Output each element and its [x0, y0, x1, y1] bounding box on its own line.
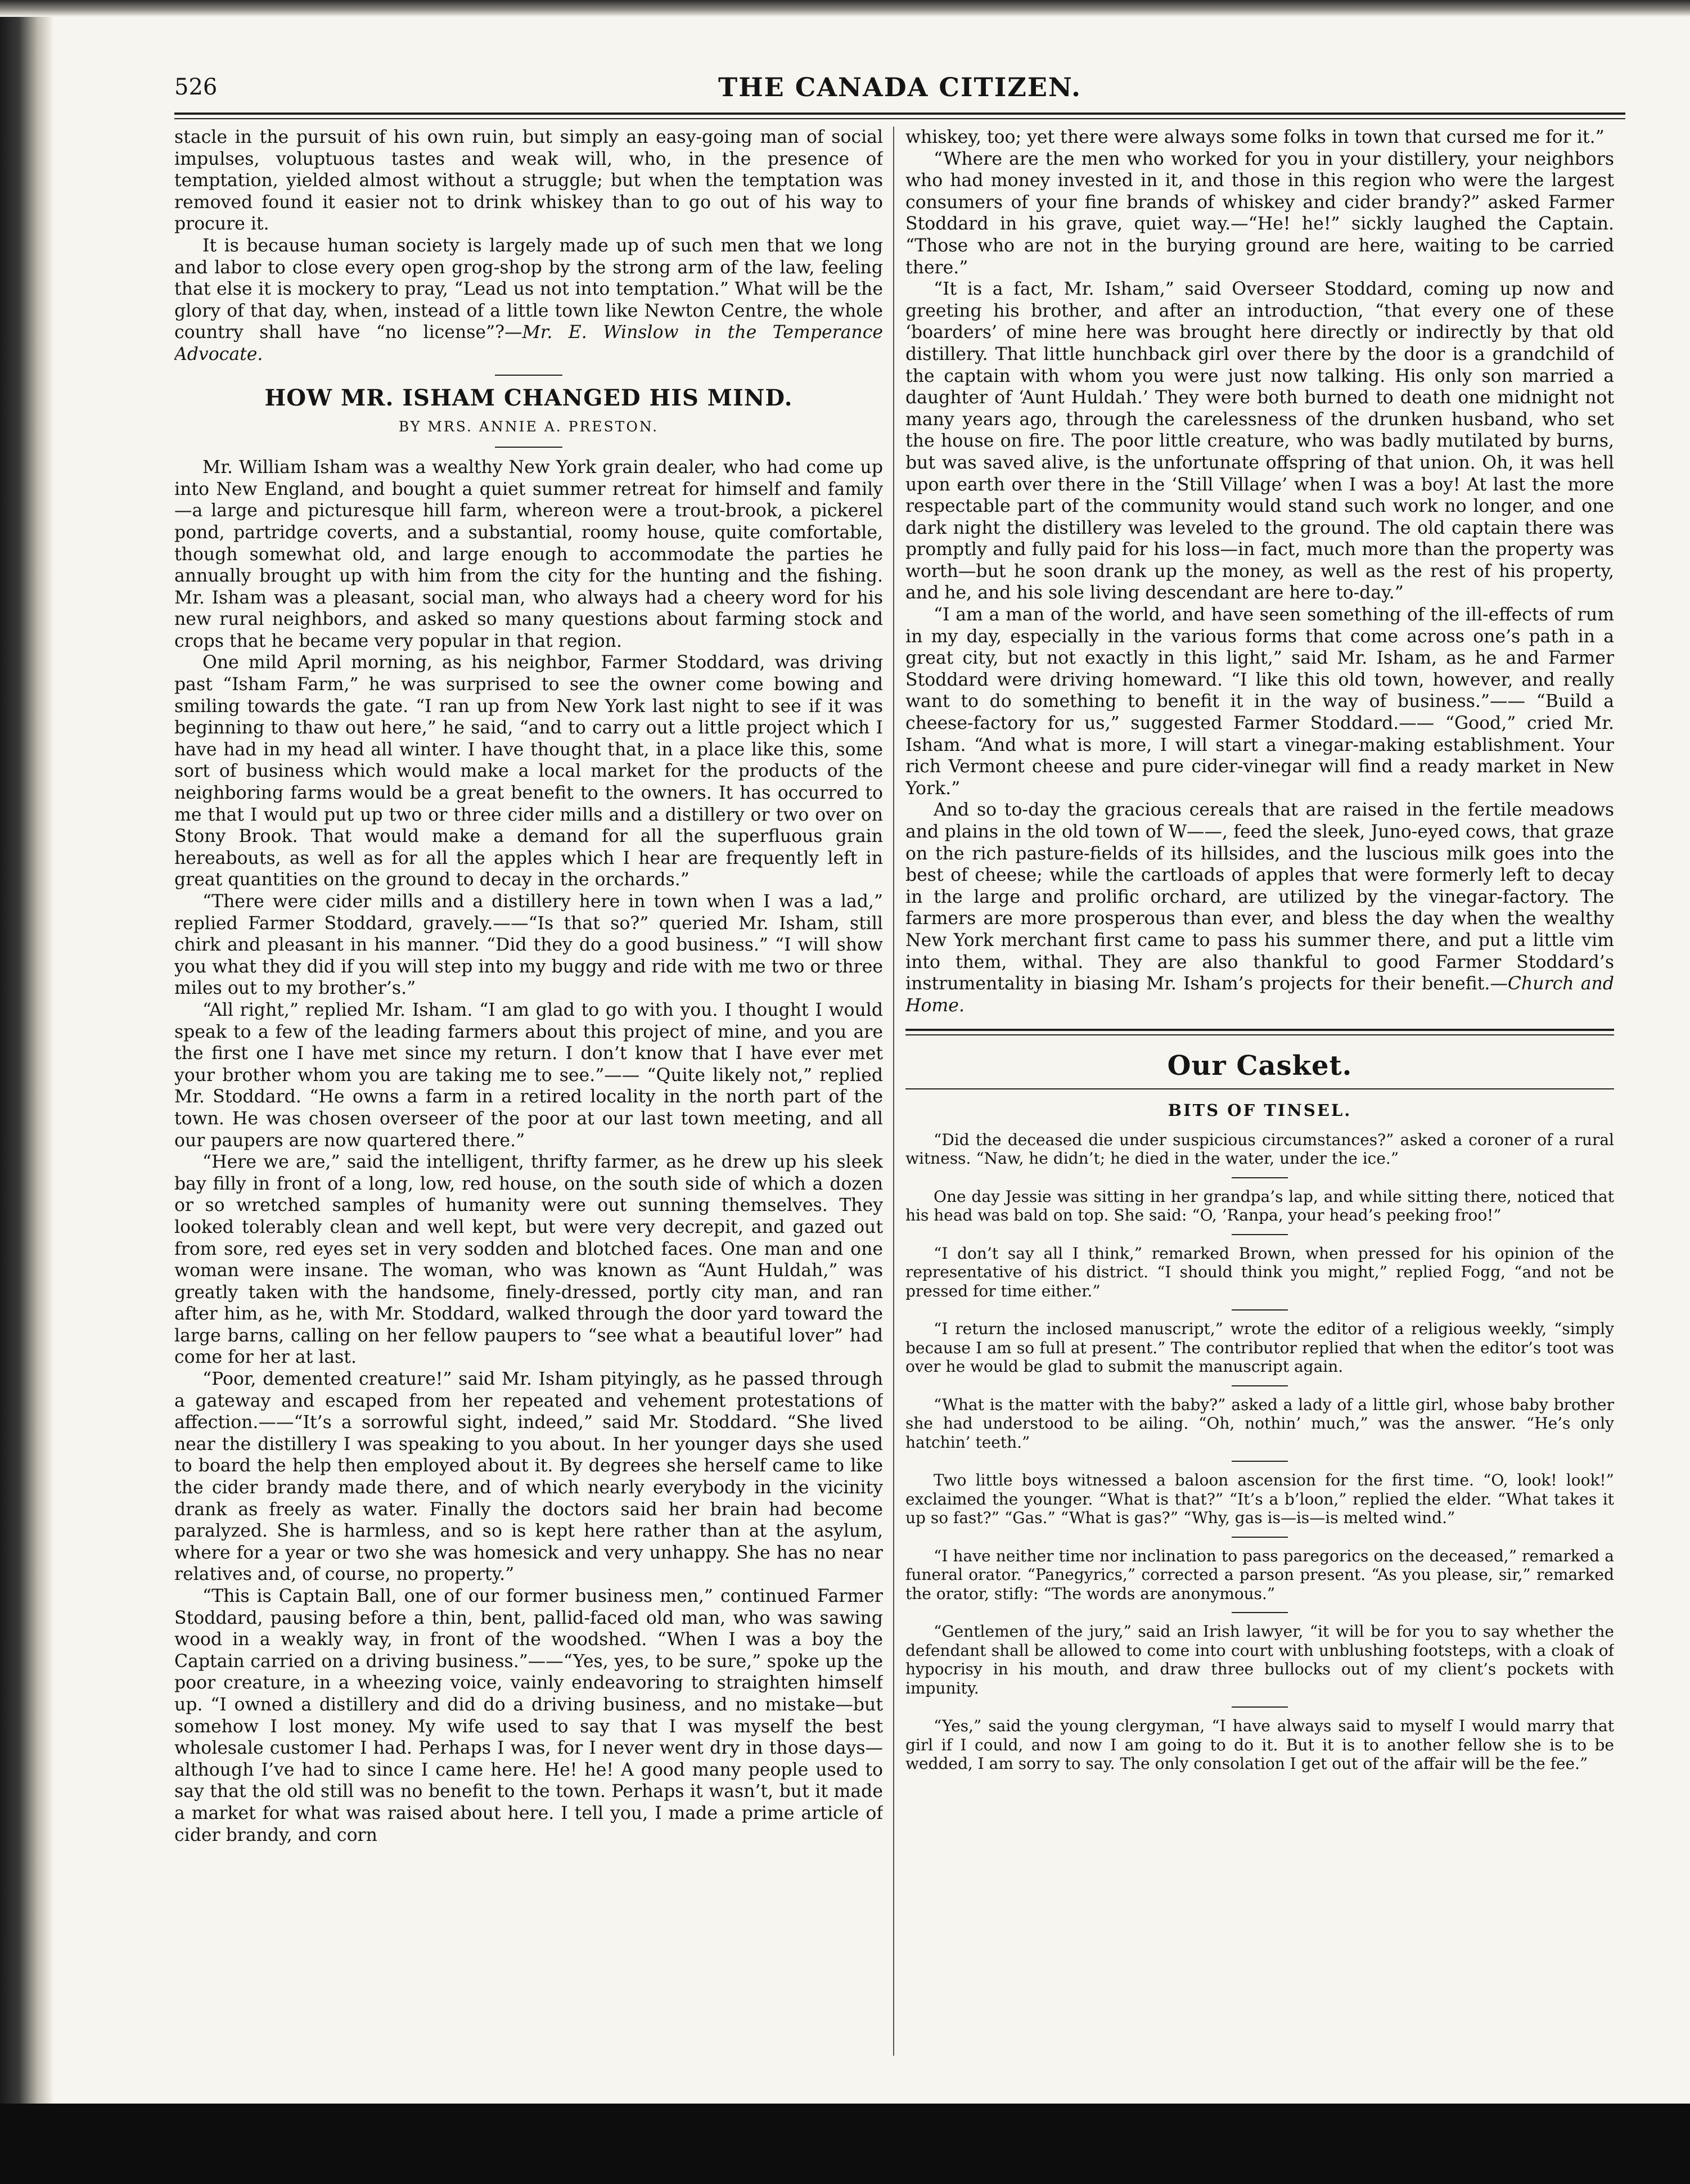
story-paragraph: “There were cider mills and a distillery here in town when I was a lad,” replied Farmer Stoddard, gravely.——“Is that so?” queried Mr. Isham, still chirk and pleasant in his manner. “Did they do a good business.” “I will show you what they did if you will step into my buggy and ride with me two or three miles out to my brother’s.”: [174, 891, 883, 999]
story-byline: BY MRS. ANNIE A. PRESTON.: [398, 418, 659, 435]
joke-divider: [1232, 1385, 1288, 1386]
story-title: HOW MR. ISHAM CHANGED HIS MIND.: [264, 384, 793, 411]
subsection-title: BITS OF TINSEL.: [1168, 1101, 1352, 1120]
joke-divider: [1232, 1234, 1288, 1235]
joke-item: Two little boys witnessed a baloon ascension for the first time. “O, look! look!” exclaimed the younger. “What is that?” “It’s a b’loon,” replied the elder. “What takes it up so fast?” “Gas.” “What is gas?” “Why, gas is—is—is melted wind.”: [905, 1471, 1614, 1528]
page-top-edge: [0, 0, 1690, 17]
joke-divider: [1232, 1706, 1288, 1708]
header-rule: [174, 112, 1625, 119]
page-header: [174, 67, 1625, 107]
joke-item: “What is the matter with the baby?” asked a lady of a little girl, whose baby brother she had understood to be ailing. “Oh, nothin’ much,” was the answer. “He’s only hatchin’ teeth.”: [905, 1395, 1614, 1452]
story-paragraph: “Where are the men who worked for you in your distillery, your neighbors who had money invested in it, and those in this region who were the largest consumers of your fine brands of whiskey and cider brandy?” asked Farmer Stoddard in his grave, quiet way.—“He! he!” sickly laughed the Captain. “Those who are not in the burying ground are here, waiting to be carried there.”: [905, 148, 1614, 278]
section-divider: [905, 1029, 1614, 1035]
page-binding-edge: [0, 0, 54, 2184]
page-bottom-edge: [0, 2104, 1690, 2184]
story-attribution: —Church and Home.: [905, 974, 1614, 1016]
divider: [495, 375, 562, 376]
joke-divider: [1232, 1177, 1288, 1178]
joke-item: “I don’t say all I think,” remarked Brown, when pressed for his opinion of the representative of his district. “I should think you might,” replied Fogg, “and not be pressed for time either.”: [905, 1244, 1614, 1300]
story-paragraph: “This is Captain Ball, one of our former business men,” continued Farmer Stoddard, pausing before a thin, bent, pallid-faced old man, who was sawing wood in a weakly way, in front of the woodshed. “When I was a boy the Captain carried on a driving business.”——“Yes, yes, to be sure,” spoke up the poor creature, in a wheezing voice, vainly endeavoring to straighten himself up. “I owned a distillery and did do a driving business, and no mistake—but somehow I lost money. My wife used to say that I was myself the best wholesale customer I had. Perhaps I was, for I never went dry in those days—although I’ve had to since I came here. He! he! A good many people used to say that the old still was no benefit to the town. Perhaps it wasn’t, but it made a market for what was raised about here. I tell you, I made a prime article of cider brandy, and corn: [174, 1586, 883, 1845]
joke-item: “Gentlemen of the jury,” said an Irish lawyer, “it will be for you to say whether the defendant shall be allowed to come into court with unblushing footsteps, with a cloak of hypocrisy in his mouth, and draw three bullocks out of my client’s pockets with impunity.: [905, 1622, 1614, 1697]
joke-divider: [1232, 1461, 1288, 1462]
story-paragraph: “Here we are,” said the intelligent, thrifty farmer, as he drew up his sleek bay filly in front of a long, low, red house, on the south side of which a dozen or so wretched samples of humanity were out sunning themselves. They looked tolerably clean and well kept, but were very decrepit, and gazed out from sore, red eyes set in very sodden and blotched faces. One man and one woman were insane. The woman, who was known as “Aunt Huldah,” was greatly taken with the handsome, finely-dressed, portly city man, and ran after him, as he, with Mr. Stoddard, walked through the door yard toward the large barns, calling on her fellow paupers to “see what a beautiful lover” had come for her at last.: [174, 1152, 883, 1368]
masthead: THE CANADA CITIZEN.: [718, 72, 1082, 102]
joke-divider: [1232, 1612, 1288, 1613]
right-column: [905, 127, 1614, 2061]
story-paragraph: Mr. William Isham was a wealthy New York grain dealer, who had come up into New England, and bought a quiet summer retreat for himself and family—a large and picturesque hill farm, whereon were a trout-brook, a pickerel pond, partridge coverts, and a substantial, roomy house, quite comfortable, though somewhat old, and large enough to accommodate the parties he annually brought up with him from the city for the hunting and the fishing. Mr. Isham was a pleasant, social man, who always had a cheery word for his new rural neighbors, and asked so many questions about farming stock and crops that he became very popular in that region.: [174, 457, 883, 651]
story-paragraph: “Poor, demented creature!” said Mr. Isham pityingly, as he passed through a gateway and escaped from her repeated and vehement protestations of affection.——“It’s a sorrowful sight, indeed,” said Mr. Stoddard. “She lived near the distillery I was speaking to you about. In her younger days she used to board the help then employed about it. By degrees she herself came to like the cider brandy made there, and of which nearly everybody in the vicinity drank as freely as water. Finally the doctors said her brain had become paralyzed. She is harmless, and so is kept here rather than at the asylum, where for a year or two she was homesick and very unhappy. She has no near relatives and, of course, no property.”: [174, 1369, 883, 1585]
article-text: It is because human society is largely made up of such men that we long and labor to close every open grog-shop by the strong arm of the law, feeling that else it is mockery to pray, “Lead us not into temptation.” What will be the glory of that day, when, instead of a little town like Newton Centre, the whole country shall have “no license”?: [174, 235, 883, 343]
story-paragraph: One mild April morning, as his neighbor, Farmer Stoddard, was driving past “Isham Farm,” he was surprised to see the owner come bowing and smiling towards the gate. “I ran up from New York last night to see if it was beginning to thaw out here,” he said, “and to carry out a little project which I have had in my head all winter. I have thought that, in a place like this, some sort of business which would make a local market for the products of the neighboring farms would be a great benefit to the owners. It has occurred to me that I would put up two or three cider mills and a distillery or two over on Stony Brook. That would make a demand for all the superfluous grain hereabouts, as well as for all the apples which I hear are frequently left in great quantities on the ground to decay in the orchards.”: [174, 652, 883, 890]
left-column: [174, 127, 883, 2061]
article-attribution: —Mr. E. Winslow in the Temperance Advocate.: [174, 322, 883, 364]
story-paragraph: whiskey, too; yet there were always some folks in town that cursed me for it.”: [905, 127, 1605, 147]
story-text: And so to-day the gracious cereals that are raised in the fertile meadows and plains in the old town of W——, feed the sleek, Juno-eyed cows, that graze on the rich pasture-fields of its hillsides, and the luscious milk goes into the best of cheese; while the cartloads of apples that were formerly left to decay in the large and prolific orchard, are utilized by the vinegar-factory. The farmers are more prosperous than ever, and bless the day when the wealthy New York merchant first came to pass his summer there, and put a little vim into them, withal. They are also thankful to good Farmer Stoddard’s instrumentality in biasing Mr. Isham’s projects for their benefit.: [905, 800, 1614, 994]
story-paragraph: “All right,” replied Mr. Isham. “I am glad to go with you. I thought I would speak to a few of the leading farmers about this project of mine, and you are the first one I have met since my return. I don’t know that I have ever met your brother whom you are taking me to see.”—— “Quite likely not,” replied Mr. Stoddard. “He owns a farm in a retired locality in the north part of the town. He was chosen overseer of the poor at our last town meeting, and all our paupers are now quartered there.”: [174, 999, 883, 1151]
article-paragraph: [174, 235, 883, 366]
story-paragraph: “I am a man of the world, and have seen something of the ill-effects of rum in my day, especially in the various forms that come across one’s path in a great city, but not exactly in this light,” said Mr. Isham, as he and Farmer Stoddard were driving homeward. “I like this old town, however, and really want to do something to benefit it in the way of business.”—— “Build a cheese-factory for us,” suggested Farmer Stoddard.—— “Good,” cried Mr. Isham. “And what is more, I will start a vinegar-making establishment. Your rich Vermont cheese and pure cider-vinegar will find a ready market in New York.”: [905, 605, 1614, 799]
divider: [495, 447, 562, 448]
joke-divider: [1232, 1309, 1288, 1311]
story-paragraph: “It is a fact, Mr. Isham,” said Overseer Stoddard, coming up now and greeting his brother, and after an introduction, “that every one of these ‘boarders’ of mine here was brought here directly or indirectly by that old distillery. That little hunchback girl over there by the door is a grandchild of the captain with whom you were just now talking. His only son married a daughter of ‘Aunt Huldah.’ They were both burned to death one midnight not many years ago, through the carelessness of the drunken husband, who set the house on fire. The poor little creature, who was badly mutilated by burns, but was saved alive, is the unfortunate offspring of that union. Oh, it was hell upon earth over there in the ‘Still Village’ when I was a boy! At last the more respectable part of the community would stand such work no longer, and one dark night the distillery was leveled to the ground. The old captain there was promptly and fully paid for his loss—in fact, much more than the property was worth—but he soon drank up the money, as well as the rest of his property, and he, and his sole living descendant are here to-day.”: [905, 279, 1614, 604]
story-paragraph: [905, 799, 1614, 1016]
joke-item: One day Jessie was sitting in her grandpa’s lap, and while sitting there, noticed that his head was bald on top. She said: “O, ’Ranpa, your head’s peeking froo!”: [905, 1187, 1614, 1225]
page-number: 526: [174, 74, 218, 100]
article-paragraph: stacle in the pursuit of his own ruin, but simply an easy-going man of social impulses, voluptuous tastes and weak will, who, in the presence of temptation, yielded almost without a struggle; but when the temptation was removed found it easier not to drink whiskey than to go out of his way to procure it.: [174, 127, 883, 235]
section-rule: [905, 1088, 1614, 1089]
column-divider: [893, 127, 894, 2056]
joke-item: “Yes,” said the young clergyman, “I have always said to myself I would marry that girl if I could, and now I am going to do it. But it is to another fellow she is to be wedded, I am sorry to say. The only consolation I get out of the affair will be the fee.”: [905, 1717, 1614, 1773]
joke-item: “Did the deceased die under suspicious circumstances?” asked a coroner of a rural witness. “Naw, he didn’t; he died in the water, under the ice.”: [905, 1130, 1614, 1168]
joke-divider: [1232, 1537, 1288, 1538]
joke-item: “I have neither time nor inclination to pass paregorics on the deceased,” remarked a funeral orator. “Panegyrics,” corrected a parson present. “As you please, sir,” remarked the orator, stifly: “The words are anonymous.”: [905, 1546, 1614, 1603]
section-title: Our Casket.: [1167, 1050, 1353, 1082]
joke-item: “I return the inclosed manuscript,” wrote the editor of a religious weekly, “simply because I am so full at present.” The contributor replied that when the editor’s toot was over he would be glad to submit the manuscript again.: [905, 1320, 1614, 1376]
